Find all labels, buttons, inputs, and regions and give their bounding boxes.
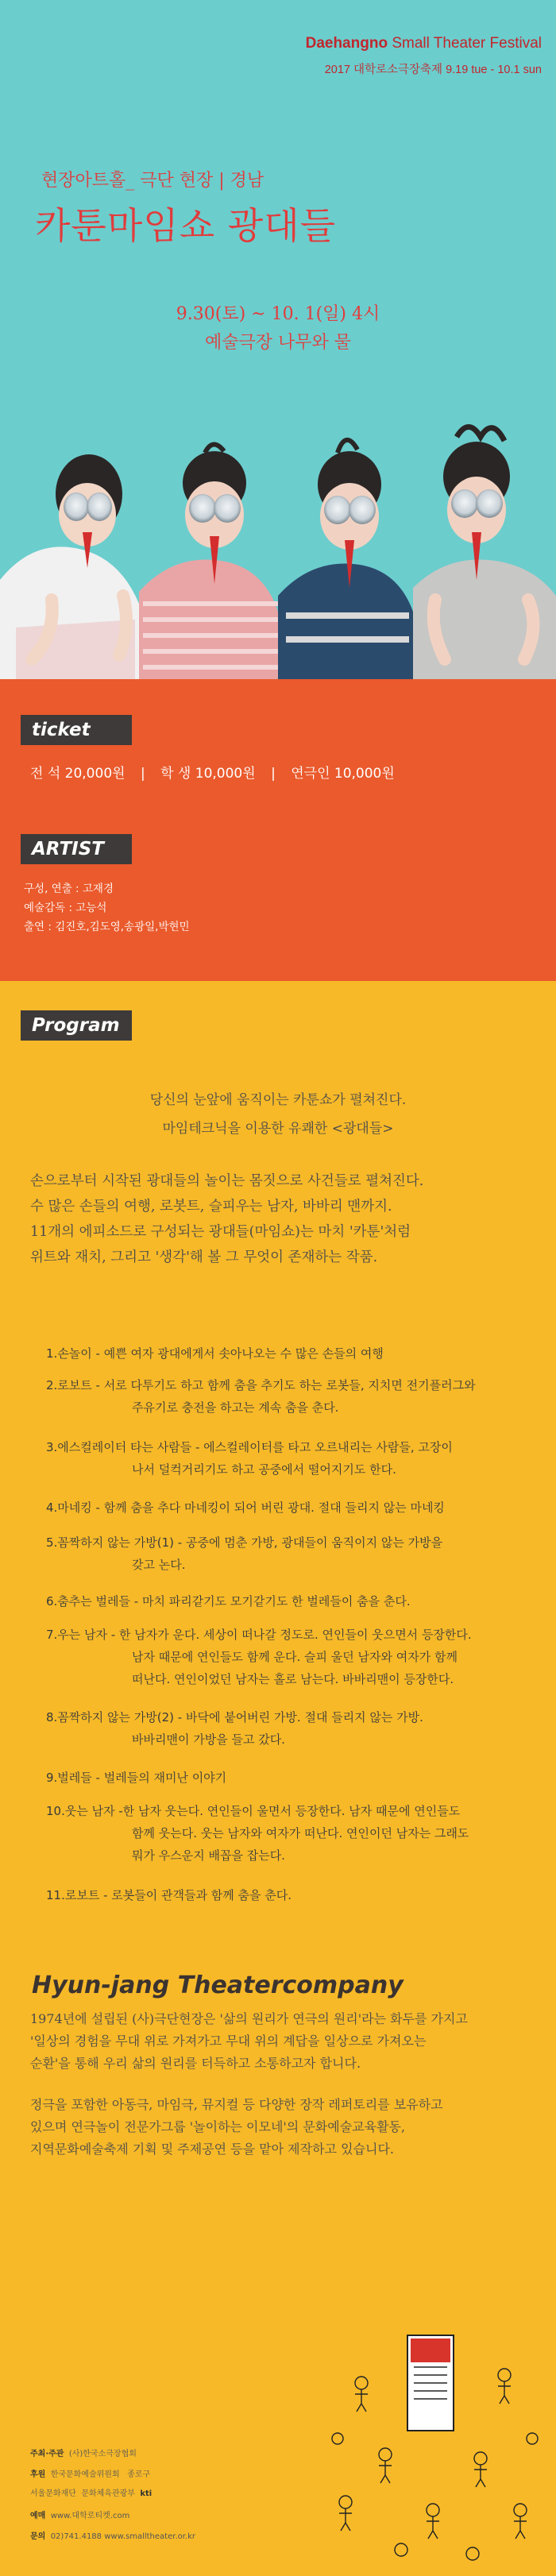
program-item-text: 10.웃는 남자 -한 남자 웃는다. 연인들이 울면서 등장한다. 남자 때문에 연인들도 [46,1804,461,1818]
company-repertoire-line: 지역문화예술축제 기획 및 주제공연 등을 맡아 제작하고 있습니다. [30,2142,395,2157]
sponsor-logo: kti [140,2489,153,2498]
ticket-label: 예매 [30,2512,46,2520]
venue-line: 현장아트홀_ 극단 현장 | 경남 [41,171,264,191]
program-description-line: 11개의 에피소드로 구성되는 광대들(마임쇼)는 마치 '카툰'처럼 [30,1224,411,1240]
program-item-text: 5.꼼짝하지 않는 가방(1) - 공중에 멈춘 가방, 광대들이 움직이지 않는 가방을 [46,1535,443,1550]
show-place: 예술극장 나무와 물 [204,333,351,353]
support-org: 종로구 [127,2470,151,2479]
program-item-text: 1.손놀이 - 예쁜 여자 광대에게서 솟아나오는 수 많은 손들의 여행 [46,1346,384,1361]
program-item-text: 4.마네킹 - 함께 춤을 추다 마네킹이 되어 버린 광대. 절대 들리지 않는 마네킹 [46,1500,445,1515]
program-description-line: 수 많은 손들의 여행, 로봇트, 슬피우는 남자, 바바리 맨까지. [30,1199,392,1215]
ticket-separator: | [140,766,145,782]
ticket-prices [30,762,406,782]
program-item [46,1706,423,1751]
ticket-heading: ticket [21,715,132,745]
program-item-text: 7.우는 남자 - 한 남자가 운다. 세상이 떠나갈 정도로. 연인들이 웃으면서 등장한다. [46,1628,472,1642]
program-item [46,1800,539,1867]
program-item-text: 3.에스컬레이터 타는 사람들 - 에스컬레이터를 타고 오르내리는 사람들, 고장이 [46,1440,453,1454]
program-intro-line: 마임테크닉을 이용한 유쾌한 <광대들> [162,1121,394,1137]
program-item [46,1624,539,1690]
program-item-continued: 함께 웃는다. 웃는 남자와 여자가 떠난다. 연인이던 남자는 그래도 뭐가 우스운지 배꼽을 잡는다. [132,1826,469,1863]
footer-host [30,2447,137,2458]
program-item-continued: 남자 때문에 연인들도 함께 운다. 슬피 울던 남자와 여자가 함께 떠난다. 연인이었던 남자는 홀로 남는다. 바바리맨이 등장한다. [132,1650,458,1686]
ticket-price-general: 전 석 20,000원 [30,766,125,782]
company-history-line: '일상의 경험을 무대 위로 가져가고 무대 위의 계답을 일상으로 가져오는 [30,2033,427,2049]
credit-art-director: 예술감독 : 고능석 [24,902,107,914]
program-item [46,1342,384,1365]
ticket-separator: | [271,766,276,782]
festival-title-prefix: Daehangno [305,35,388,52]
program-item [46,1531,442,1576]
program-item [46,1590,411,1612]
festival-subtitle: 2017 대학로소극장축제 9.19 tue - 10.1 sun [324,64,542,76]
hero-section [0,0,556,679]
program-item-text: 8.꼼짝하지 않는 가방(2) - 바닥에 붙어버린 가방. 절대 들리지 않는 가방. [46,1710,423,1724]
sponsor-logo: 서울문화재단 [30,2489,76,2498]
company-repertoire-line: 있으며 연극놀이 전문가그룹 '놀이하는 이모네'의 문화예술교육활동, [30,2119,406,2134]
festival-title-main: Small Theater Festival [392,35,542,52]
program-item-continued: 주유기로 충전을 하고는 계속 춤을 춘다. [132,1400,339,1415]
show-date: 9.30(토) ~ 10. 1(일) 4시 [176,304,380,324]
contact-label: 문의 [30,2532,46,2541]
program-item-text: 2.로보트 - 서로 다투기도 하고 함께 춤을 추기도 하는 로봇들, 지치면 전기플러그와 [46,1378,476,1392]
program-item-text: 9.벌레들 - 벌레들의 재미난 이야기 [46,1771,227,1785]
footer-ticketing [30,2508,129,2520]
credit-director: 구성, 연출 : 고재경 [24,882,114,895]
contact-info: 02)741.4188 www.smalltheater.or.kr [50,2532,196,2541]
company-history-line: 순환'을 통해 우리 삶의 원리를 터득하고 소통하고자 합니다. [30,2056,361,2071]
program-item [46,1374,476,1419]
program-item [46,1497,445,1519]
footer-contact [30,2529,195,2541]
program-description-line: 위트와 재치, 그리고 '생각'해 볼 그 무엇이 존재하는 작품. [30,1249,378,1265]
program-item-continued: 바바리맨이 가방을 들고 갔다. [132,1732,285,1747]
show-title: 카툰마임쇼 광대들 [35,204,337,247]
info-section [0,679,556,981]
support-label: 후원 [30,2470,46,2479]
performers-photo [0,421,556,679]
program-item [46,1436,453,1481]
festival-title [306,35,542,52]
program-intro-line: 당신의 눈앞에 움직이는 카툰쇼가 펼쳐진다. [149,1092,407,1108]
artist-heading: ARTIST [21,834,132,864]
program-item-text: 11.로보트 - 로봇들이 관객들과 함께 춤을 춘다. [46,1888,292,1902]
ticket-price-student: 학 생 10,000원 [160,766,256,782]
credit-cast: 출연 : 김진호,김도영,송광일,박현민 [24,921,190,933]
company-history-line: 1974년에 설립된 (사)극단현장은 '삶의 원리가 연극의 원리'라는 화두를 가지고 [30,2011,468,2026]
ticket-site-link[interactable]: www.대학로티켓.com [50,2512,130,2520]
host-name: (사)한국소극장협회 [68,2450,137,2458]
program-item-continued: 갖고 논다. [132,1558,186,1572]
program-item-continued: 나서 덜컥거리기도 하고 공중에서 떨어지기도 한다. [132,1462,396,1477]
company-name: Hyun-jang Theatercompany [32,1972,403,1999]
support-org: 한국문화예술위원회 [50,2470,120,2479]
clown-crowd-illustration [314,2319,552,2574]
footer-support [30,2467,150,2479]
program-item [46,1767,226,1789]
company-repertoire-line: 정극을 포함한 아동극, 마임극, 뮤지컬 등 다양한 장작 레퍼토리를 보유하고 [30,2097,443,2112]
program-heading: Program [21,1010,132,1041]
host-label: 주최·주관 [30,2450,64,2458]
sponsor-logo: 문화체육관광부 [81,2489,135,2498]
ticket-price-actor: 연극인 10,000원 [291,766,395,782]
program-description-line: 손으로부터 시작된 광대들의 놀이는 몸짓으로 사건들로 펼쳐진다. [30,1173,424,1189]
program-item [46,1884,292,1906]
footer-sponsors [30,2486,152,2498]
program-item-text: 6.춤추는 벌레들 - 마치 파리같기도 모기같기도 한 벌레들이 춤을 춘다. [46,1594,411,1609]
